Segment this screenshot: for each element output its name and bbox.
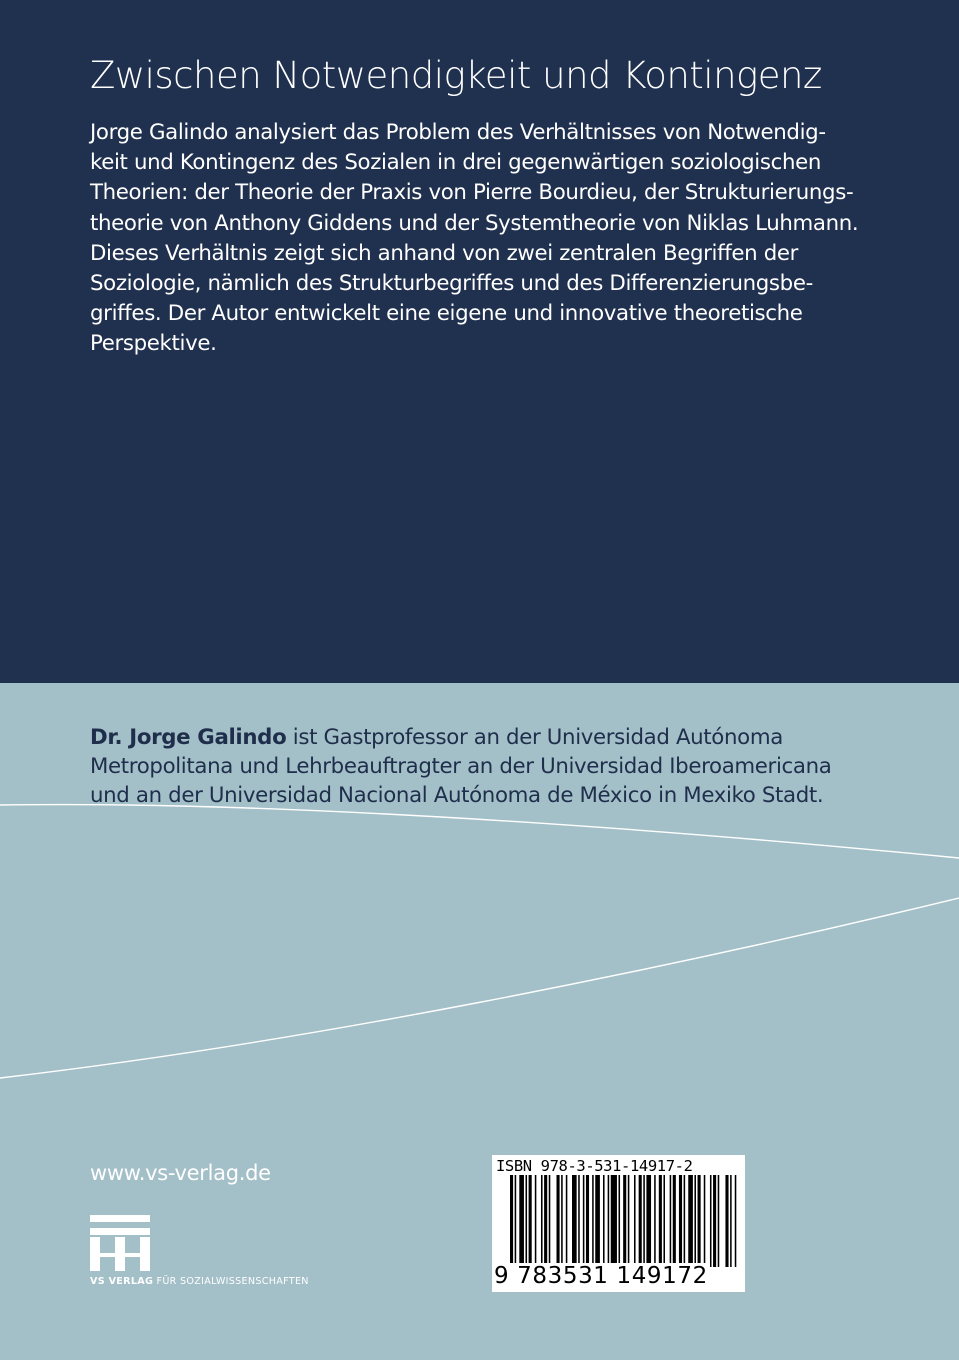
barcode-bar — [623, 1175, 626, 1267]
barcode-bar — [663, 1175, 665, 1267]
barcode-bar — [713, 1175, 716, 1267]
blurb-line: keit und Kontingenz des Sozialen in drei gegenwärtigen soziologischen — [90, 150, 822, 176]
barcode-bar — [679, 1175, 682, 1267]
author-bio-line: ist Gastprofessor an der Universidad Autónoma — [286, 725, 783, 750]
barcode-bar — [684, 1175, 686, 1267]
barcode-bar — [592, 1175, 594, 1267]
isbn-label: ISBN 978-3-531-14917-2 — [496, 1157, 693, 1175]
publisher-name-bold: VS VERLAG — [90, 1276, 154, 1287]
barcode-bar — [688, 1175, 693, 1267]
publisher-name — [90, 1276, 309, 1287]
barcode-bar — [549, 1175, 551, 1267]
barcode-bar — [578, 1175, 580, 1267]
barcode-bar — [510, 1175, 513, 1267]
barcode-bar — [730, 1175, 732, 1267]
barcode-bar — [526, 1175, 528, 1267]
blurb-line: Theorien: der Theorie der Praxis von Pierre Bourdieu, der Strukturierungs- — [90, 180, 854, 206]
barcode-bars — [496, 1175, 741, 1275]
barcode-bar — [611, 1175, 617, 1267]
barcode-bar — [529, 1175, 532, 1267]
barcode-digits: 9 783531 149172 — [494, 1263, 708, 1289]
barcode-bar — [735, 1175, 737, 1267]
barcode-bar — [725, 1175, 728, 1267]
barcode-bar — [535, 1175, 537, 1267]
barcode-bar — [718, 1175, 720, 1267]
barcode-bar — [519, 1175, 524, 1267]
barcode-bar — [595, 1175, 600, 1267]
blurb-line: theorie von Anthony Giddens und der Systemtheorie von Niklas Luhmann. — [90, 210, 859, 236]
blurb-line: griffes. Der Autor entwickelt eine eigene und innovative theoretische — [90, 301, 803, 327]
author-bio-line: und an der Universidad Nacional Autónoma de México in Mexiko Stadt. — [90, 783, 824, 808]
blurb-line: Dieses Verhältnis zeigt sich anhand von zwei zentralen Begriffen der — [90, 240, 799, 266]
publisher-website[interactable]: www.vs-verlag.de — [90, 1161, 271, 1185]
cover-bottom-panel — [0, 683, 959, 1360]
barcode-bar — [603, 1175, 605, 1267]
barcode-bar — [544, 1175, 547, 1267]
barcode-bar — [583, 1175, 585, 1267]
barcode-bar — [646, 1175, 651, 1267]
barcode-bar — [710, 1175, 712, 1267]
publisher-logo-icon — [90, 1215, 330, 1271]
barcode-bar — [694, 1175, 696, 1267]
barcode-bar — [586, 1175, 589, 1267]
blurb-line: Jorge Galindo analysiert das Problem des Verhältnisses von Notwendig- — [90, 120, 826, 145]
barcode-bar — [670, 1175, 672, 1267]
barcode-bar — [541, 1175, 543, 1267]
barcode-bar — [659, 1175, 662, 1267]
barcode-bar — [628, 1175, 630, 1267]
book-blurb — [90, 118, 890, 360]
barcode-bar — [639, 1175, 642, 1267]
barcode-bar — [673, 1175, 676, 1267]
decorative-line — [0, 805, 959, 858]
barcode-bar — [557, 1175, 560, 1267]
barcode-bar — [704, 1175, 706, 1267]
barcode-bar — [619, 1175, 621, 1267]
barcode-bar — [654, 1175, 656, 1267]
barcode-bar — [561, 1175, 563, 1267]
barcode-bar — [634, 1175, 636, 1267]
barcode-bar — [515, 1175, 517, 1267]
author-bio — [90, 723, 930, 810]
isbn-barcode — [492, 1155, 745, 1292]
book-title: Zwischen Notwendigkeit und Kontingenz — [90, 54, 822, 97]
blurb-line: Soziologie, nämlich des Strukturbegriffes und des Differenzierungsbe- — [90, 271, 813, 297]
blurb-line: Perspektive. — [90, 331, 217, 357]
decorative-line — [0, 898, 959, 1078]
barcode-bar — [643, 1175, 645, 1267]
barcode-bar — [572, 1175, 577, 1267]
author-bio-line: Metropolitana und Lehrbeauftragter an der Universidad Iberoamericana — [90, 754, 832, 779]
publisher-name-rest: FÜR SOZIALWISSENSCHAFTEN — [153, 1276, 309, 1287]
barcode-bar — [608, 1175, 610, 1267]
barcode-bar — [566, 1175, 568, 1267]
author-name: Dr. Jorge Galindo — [90, 725, 287, 750]
barcode-bar — [698, 1175, 701, 1267]
